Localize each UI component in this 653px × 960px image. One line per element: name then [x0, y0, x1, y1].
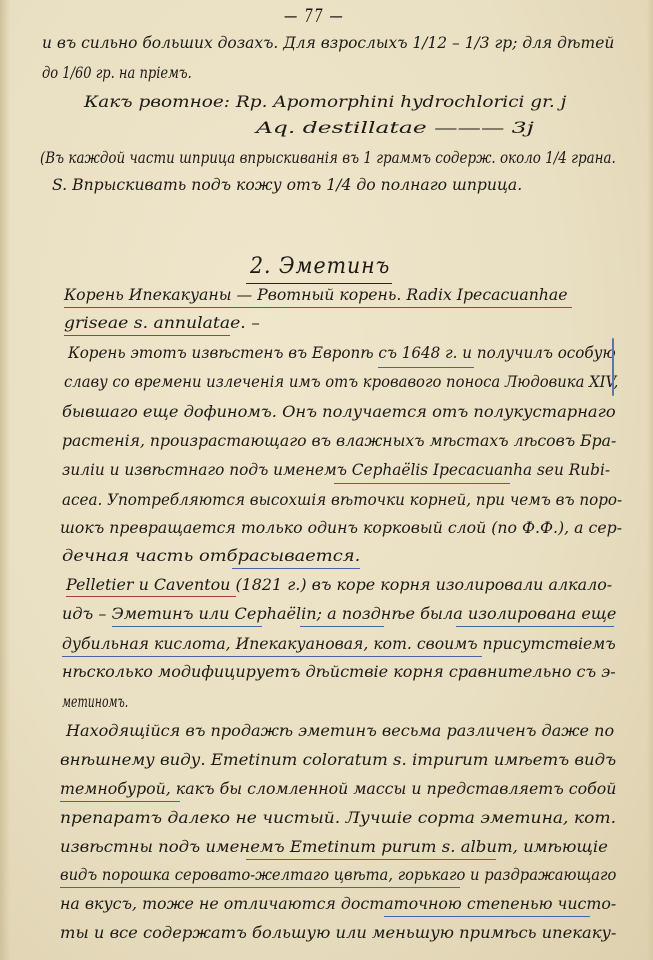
margin-bar	[612, 338, 614, 396]
underline-kislota	[62, 656, 482, 657]
underline-vkus	[60, 887, 460, 888]
heading-underline	[246, 283, 392, 284]
text-line-27: видъ порошка серовато-желтаго цвѣта, горькаго и раздражающаго	[60, 865, 617, 884]
text-line-20: нѣсколько модифицируетъ дѣйствіе корня сравнительно съ э-	[62, 662, 616, 681]
section-heading: 2. Эметинъ	[250, 254, 391, 279]
underline-pelletier	[66, 596, 236, 597]
text-line-9: Корень этотъ извѣстенъ въ Европѣ съ 1648 г. и получилъ особую	[68, 343, 616, 362]
text-line-10: славу со времени излеченія имъ отъ кровавого поноса Людовика XIV,	[64, 372, 619, 391]
text-line-8: griseae s. annulatae. –	[64, 313, 260, 332]
page-right-edge	[647, 0, 653, 960]
text-line-16: дечная часть отбрасывается.	[62, 546, 361, 565]
text-line-11: бывшаго еще дофиномъ. Онъ получается отъ полукустарнаго	[62, 402, 616, 421]
text-line-17: Pelletier и Caventou (1821 г.) въ коре корня изолировали алкало-	[66, 575, 613, 594]
prescription-line-1: Какъ рвотное: Rp. Apomorphini hydrochlorici gr. j	[84, 92, 567, 111]
underline-1648	[378, 367, 474, 368]
page-left-edge	[0, 0, 10, 960]
underline-otbrasyvaetsya	[232, 568, 360, 569]
underline-emetin	[112, 626, 262, 627]
underline-temnoburoy	[60, 801, 180, 802]
underline-griseae	[64, 335, 230, 336]
text-line-2: до 1/60 гр. на пріемъ.	[42, 63, 192, 82]
underline-cephaelin	[300, 626, 384, 627]
text-line-15: шокъ превращается только одинъ корковый слой (по Ф.Ф.), а сер-	[60, 518, 623, 537]
page-number: — 77 —	[284, 5, 345, 27]
underline-dostatochnoyu	[384, 916, 590, 917]
text-line-22: Находящійся въ продажѣ эметинъ весьма различенъ даже по	[66, 721, 615, 740]
prescription-line-2: Aq. destillatae ——— 3j	[256, 118, 534, 137]
text-line-24: темнобурой, какъ бы сломленной массы и представляетъ собой	[60, 779, 617, 798]
text-line-28: на вкусъ, тоже не отличаются достаточною степенью чисто-	[60, 894, 617, 913]
text-line-29: ты и все содержатъ большую или меньшую примѣсь ипекаку-	[60, 923, 617, 942]
text-line-14: acea. Употребляются высохшія вѣточки корней, при чемъ въ поро-	[62, 490, 623, 509]
text-line-25: препаратъ далеко не чистый. Лучшіе сорта эметина, кот.	[60, 808, 617, 827]
text-line-21: метиномъ.	[62, 692, 129, 711]
underline-izolirovana	[456, 626, 614, 627]
text-line-6: S. Впрыскивать подъ кожу отъ 1/4 до полнаго шприца.	[52, 175, 523, 194]
underline-radix	[64, 307, 572, 308]
text-line-18: идъ – Эметинъ или Cephaëlin; а позднѣе была изолирована еще	[62, 604, 617, 623]
text-line-13: зиліи и извѣстнаго подъ именемъ Cephaëlis Ipecacuanha seu Rubi-	[62, 460, 611, 479]
text-line-5: (Въ каждой части шприца впрыскиванія въ 1 граммъ содерж. около 1/4 грана.	[40, 148, 616, 167]
underline-cephaelis	[334, 483, 510, 484]
text-line-23: внѣшнему виду. Emetinum coloratum s. impurum имѣетъ видъ	[60, 750, 617, 769]
text-line-7: Корень Ипекакуаны — Рвотный корень. Radix Ipecacuanhae	[64, 285, 568, 304]
text-line-19: дубильная кислота, Ипекакуановая, кот. своимъ присутствіемъ	[62, 634, 616, 653]
text-line-1: и въ сильно больших дозахъ. Для взрослыхъ 1/12 – 1/3 гр; для дѣтей	[42, 33, 615, 52]
text-line-26: извѣстны подъ именемъ Emetinum purum s. album, имѣющіе	[60, 837, 608, 856]
underline-emetinum-purum	[246, 859, 496, 860]
text-line-12: растенія, произрастающаго въ влажныхъ мѣстахъ лѣсовъ Бра-	[62, 431, 617, 450]
